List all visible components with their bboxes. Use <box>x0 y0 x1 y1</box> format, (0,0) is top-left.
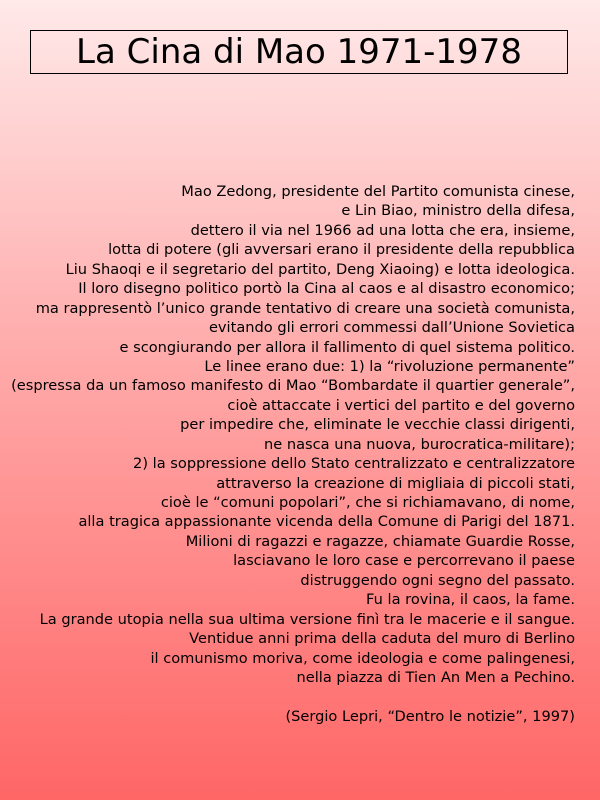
text-line: attraverso la creazione di migliaia di piccoli stati, <box>216 474 575 492</box>
text-line: evitando gli errori commessi dall’Unione Sovietica <box>208 319 575 337</box>
text-line: il comunismo moriva, come ideologia e come palingenesi, <box>150 649 575 667</box>
text-line: nella piazza di Tien An Men a Pechino. <box>296 668 575 686</box>
text-line: e Lin Biao, ministro della difesa, <box>341 202 575 220</box>
text-line: alla tragica appassionante vicenda della Comune di Parigi del 1871. <box>78 513 575 531</box>
text-line: Fu la rovina, il caos, la fame. <box>366 591 575 609</box>
text-line: La grande utopia nella sua ultima versione finì tra le macerie e il sangue. <box>39 610 575 628</box>
citation: (Sergio Lepri, “Dentro le notizie”, 1997) <box>285 707 575 725</box>
quote-text <box>5 182 575 726</box>
text-line: cioè le “comuni popolari”, che si richiamavano, di nome, <box>160 494 575 511</box>
text-line: Le linee erano due: 1) la “rivoluzione permanente” <box>204 357 575 375</box>
text-line: per impedire che, eliminate le vecchie classi dirigenti, <box>180 416 575 434</box>
text-line: lotta di potere (gli avversari erano il presidente della repubblica <box>108 241 575 259</box>
text-line: lasciavano le loro case e percorrevano il paese <box>233 552 575 570</box>
blank-line <box>5 687 575 706</box>
text-line: Liu Shaoqi e il segretario del partito, Deng Xiaoing) e lotta ideologica. <box>65 260 575 278</box>
text-line: cioè attaccate i vertici del partito e del governo <box>227 396 575 414</box>
text-line: ne nasca una nuova, burocratica-militare); <box>263 435 575 453</box>
text-line: e scongiurando per allora il fallimento di quel sistema politico. <box>119 338 575 356</box>
text-line: (espressa da un famoso manifesto di Mao “Bombardate il quartier generale”, <box>11 377 575 395</box>
text-line: Milioni di ragazzi e ragazze, chiamate Guardie Rosse, <box>185 532 575 550</box>
text-line: distruggendo ogni segno del passato. <box>300 571 575 589</box>
text-line: Mao Zedong, presidente del Partito comunista cinese, <box>181 183 575 200</box>
page-title: La Cina di Mao 1971-1978 <box>76 32 522 72</box>
text-line: Il loro disegno politico portò la Cina al caos e al disastro economico; <box>78 280 575 298</box>
title-box <box>30 30 568 74</box>
text-line: Ventidue anni prima della caduta del muro di Berlino <box>189 630 575 648</box>
text-line: dettero il via nel 1966 ad una lotta che era, insieme, <box>190 221 575 239</box>
text-line: ma rappresentò l’unico grande tentativo di creare una società comunista, <box>35 299 575 317</box>
text-line: 2) la soppressione dello Stato centralizzato e centralizzatore <box>133 455 575 473</box>
